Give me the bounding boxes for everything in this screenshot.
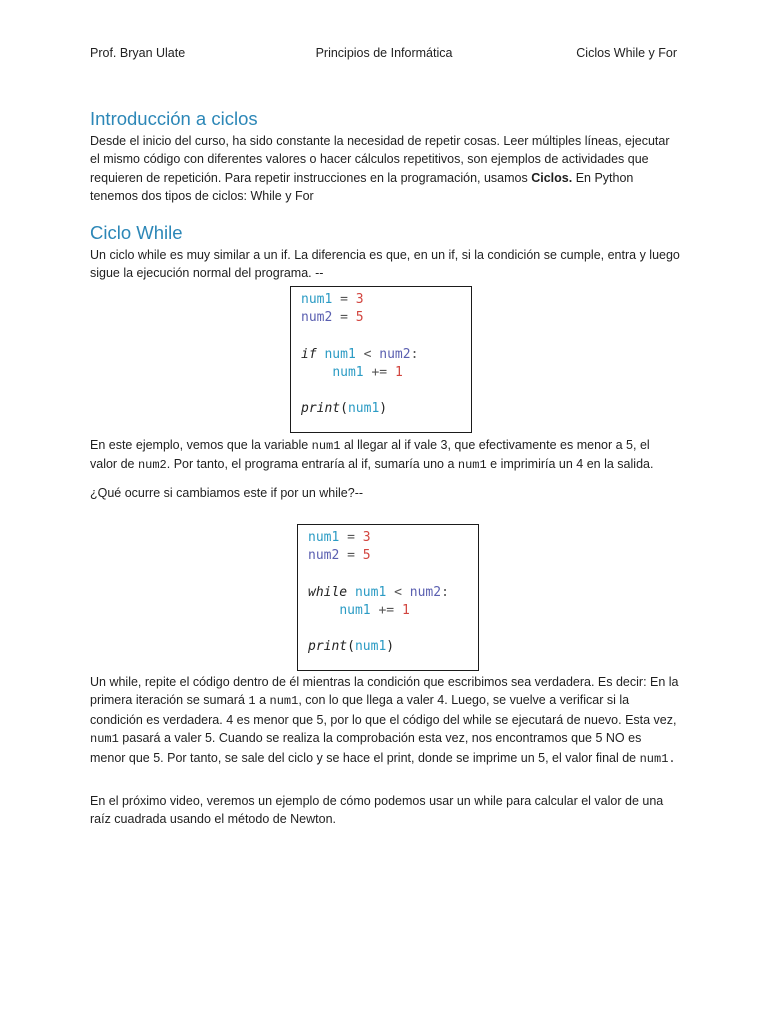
intro-text-b: En Python tenemos dos tipos de ciclos: While y For — [90, 170, 634, 204]
inline-code: num1 — [311, 439, 341, 453]
code-line: num2 = 5 — [301, 310, 364, 326]
while-paragraph-5: En el próximo video, veremos un ejemplo de cómo podemos usar un while para calcular el valor de una raíz cuadrada usando el método de Newton. — [90, 794, 664, 827]
while-paragraph-2: En este ejemplo, vemos que la variable num1 al llegar al if vale 3, que efectivamente es menor a 5, el valor de num2. Por tanto, el programa entraría al if, sumaría uno a num1 e imprimiría un 4 en la salida. — [90, 438, 654, 473]
code-line: print(num1) — [308, 639, 395, 655]
header-topic: Ciclos While y For — [576, 46, 677, 60]
inline-code: num1 — [269, 694, 299, 709]
header-author: Prof. Bryan Ulate — [90, 46, 186, 60]
intro-text-a: Desde el inicio del curso, ha sido constante la necesidad de repetir cosas. Leer múltiples líneas, ejecutar el mismo código con diferentes valores o hacer cálculos repetitivos, son ejemplos de actividades que requieren de repetición. Para repetir instrucciones en la programación, usamos — [90, 134, 670, 185]
code-line: while num1 < num2: — [308, 584, 449, 600]
inline-code: num2 — [137, 458, 167, 473]
while-heading: Ciclo While — [90, 222, 183, 243]
while-paragraph-4: Un while, repite el código dentro de él mientras la condición que escribimos sea verdadera. Es decir: En la primera iteración se sumará 1 a num1, con lo que llega a valer 4. Luego, se vuelve a verificar si la condición es verdadera. 4 es menor que 5, por lo que el código del while se ejecutará de nuevo. Esta vez, num1 pasará a valer 5. Cuando se realiza la comprobación esta vez, nos encontramos que 5 NO es menor que 5. Por tanto, se sale del ciclo y se hace el print, donde se imprime un 5, el valor final de num1. — [90, 675, 679, 766]
code-line: print(num1) — [301, 401, 388, 417]
inline-code: num1 — [90, 732, 119, 747]
inline-code: 1 — [248, 694, 256, 709]
intro-text-bold: Ciclos. — [531, 170, 573, 185]
code-block-while — [297, 524, 479, 671]
code-line-blank — [308, 620, 468, 638]
while-paragraph-3: ¿Qué ocurre si cambiamos este if por un while?-- — [90, 486, 364, 500]
inline-code: num1. — [639, 751, 676, 766]
code-line: num2 = 5 — [308, 548, 371, 564]
code-line-blank — [301, 382, 461, 400]
code-line: num1 += 1 — [339, 602, 410, 618]
code-line-blank — [308, 565, 468, 583]
code-block-if — [290, 286, 472, 433]
code-line: num1 = 3 — [308, 530, 371, 545]
header-course: Principios de Informática — [315, 46, 453, 60]
inline-code: num1 — [457, 458, 487, 473]
code-line-blank — [301, 327, 461, 345]
intro-heading: Introducción a ciclos — [90, 108, 258, 129]
intro-paragraph — [90, 132, 680, 206]
while-paragraph-1: Un ciclo while es muy similar a un if. La diferencia es que, en un if, si la condición se cumple, entra y luego sigue la ejecución normal del programa. -- — [90, 248, 680, 281]
code-line: num1 += 1 — [332, 364, 403, 380]
code-line: num1 = 3 — [301, 292, 364, 307]
code-line: if num1 < num2: — [301, 346, 419, 362]
